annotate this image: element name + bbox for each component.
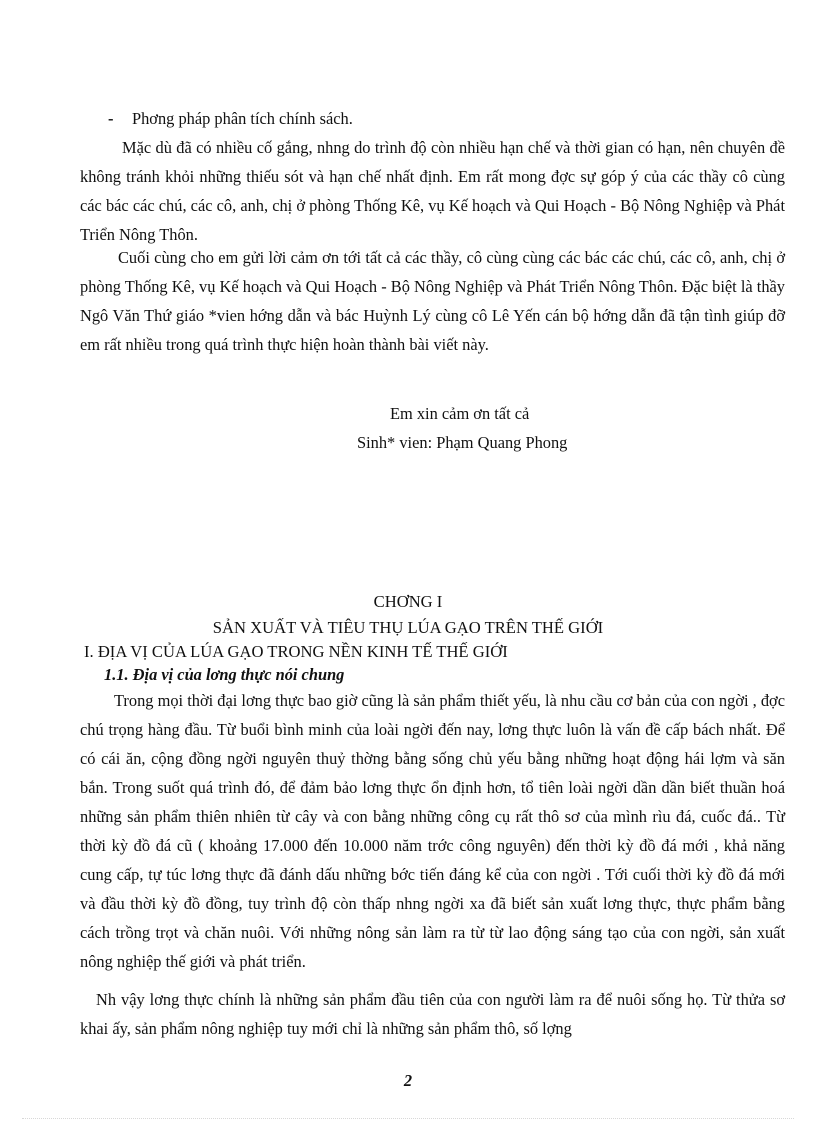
page-number: 2 xyxy=(403,1071,413,1090)
footer-divider xyxy=(22,1118,794,1119)
bullet-text: Phơng pháp phân tích chính sách. xyxy=(132,109,353,128)
body-paragraph-2: Nh vậy lơng thực chính là những sản phẩm đầu tiên của con người làm ra để nuôi sống họ. Từ thửa sơ khai ấy, sản phẩm nông nghiệp tuy mới chỉ là những sản phẩm thô, số lợng xyxy=(80,990,785,1038)
acknowledgement-paragraph-2: Cuối cùng cho em gửi lời cảm ơn tới tất cả các thầy, cô cùng cùng các bác các chú, các cô, anh, chị ở phòng Thống Kê, vụ Kế hoạch và Qui Hoạch - Bộ Nông Nghiệp và Phát Triển Nông Thôn. Đặc biệt là thầy Ngô Văn Thứ giáo *vien hớng dẫn và bác Huỳnh Lý cùng cô Lê Yến cán bộ hớng dẫn đã tận tình giúp đỡ em rất nhiều trong quá trình thực hiện hoàn thành bài viết này. xyxy=(80,248,785,354)
author-line: Sinh* vien: Phạm Quang Phong xyxy=(357,433,568,452)
acknowledgement-paragraph-1: Mặc dù đã có nhiều cố gắng, nhng do trình độ còn nhiều hạn chế và thời gian có hạn, nên chuyên đề không tránh khỏi những thiếu sót và hạn chế nhất định. Em rất mong đợc sự góp ý của các thầy cô cùng các bác các chú, các cô, anh, chị ở phòng Thống Kê, vụ Kế hoạch và Qui Hoạch - Bộ Nông Nghiệp và Phát Triển Nông Thôn. xyxy=(80,138,785,244)
section-title: I. ĐỊA VỊ CỦA LÚA GẠO TRONG NỀN KINH TẾ THẾ GIỚI xyxy=(84,642,508,661)
bullet-item xyxy=(108,104,353,133)
subsection-title: 1.1. Địa vị của lơng thực nói chung xyxy=(104,665,345,684)
chapter-title: SẢN XUẤT VÀ TIÊU THỤ LÚA GẠO TRÊN THẾ GIỚI xyxy=(212,618,604,637)
body-paragraph-1: Trong mọi thời đại lơng thực bao giờ cũng là sản phẩm thiết yếu, là nhu cầu cơ bản của con ngời , đợc chú trọng hàng đầu. Từ buổi bình minh của loài ngời đến nay, lơng thực luôn là vấn đề cấp bách nhất. Để có cái ăn, cộng đồng ngời nguyên thuỷ thờng bằng sống chủ yếu bằng những hoạt động hái lợm và săn bắn. Trong suốt quá trình đó, để đảm bảo lơng thực ổn định hơn, tổ tiên loài ngời dần dần biết thuần hoá những sản phẩm thiên nhiên từ cây và con bằng những công cụ rất thô sơ của mình rìu đá, cuốc đá.. Từ thời kỳ đồ đá cũ ( khoảng 17.000 đến 10.000 năm trớc công nguyên) đến thời kỳ đồ đá mới , khả năng cung cấp, tự túc lơng thực đã đánh dấu những bớc tiến đáng kể của con ngời . Tới cuối thời kỳ đồ đá mới và đầu thời kỳ đồ đồng, tuy trình độ còn thấp nhng ngời xa đã biết sản xuất lơng thực, thực phẩm bằng cách trồng trọt và chăn nuôi. Với những nông sản làm ra từ từ lao động sáng tạo của con ngời, sản xuất nông nghiệp thế giới và phát triển. xyxy=(80,691,785,971)
bullet-dash: - xyxy=(108,109,114,128)
thanks-line: Em xin cảm ơn tất cả xyxy=(390,404,530,423)
chapter-label: CHƠNG I xyxy=(373,592,443,611)
